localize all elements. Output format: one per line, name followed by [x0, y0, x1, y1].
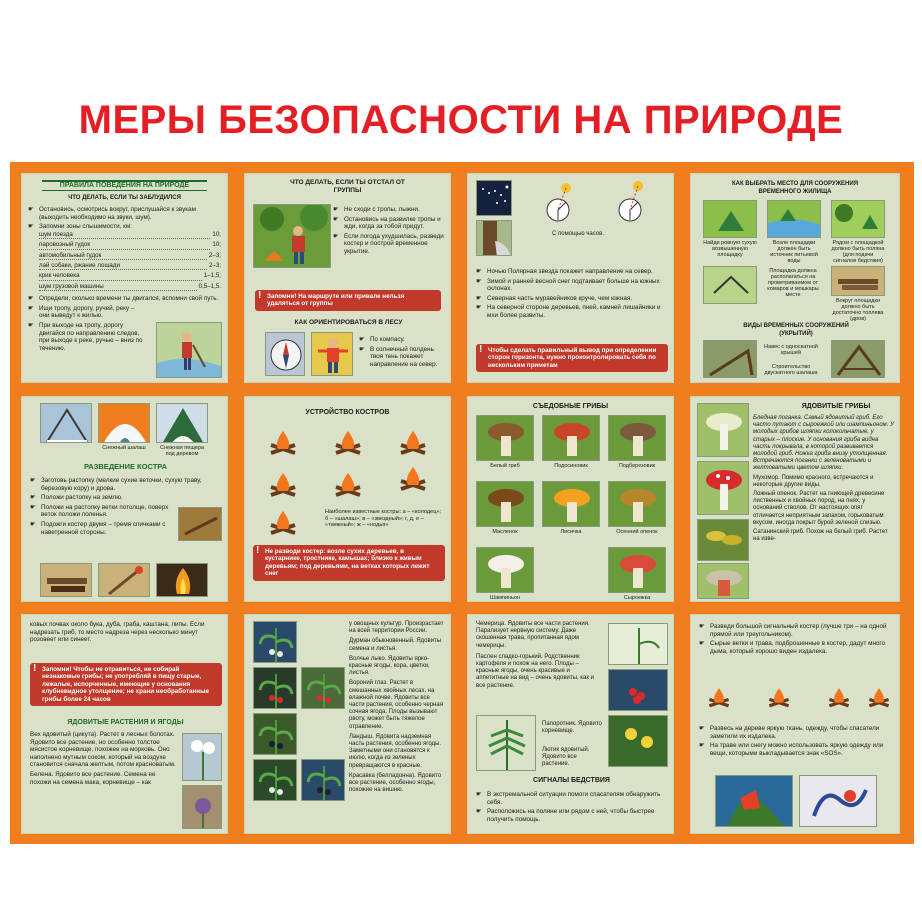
snow-caption: Снежный шалаш	[102, 445, 146, 451]
rule-text: ☛ Сырые ветки и трава, подброшенные в костер, дадут много дыма, который хорошо виден издалека.	[699, 640, 895, 655]
shelter-caption: Рядом с площадкой должно быть поляна (для подачи сигналов бедствия)	[831, 240, 885, 264]
fern-illustration	[476, 715, 536, 771]
panel-poison-plants-3	[467, 614, 674, 834]
plant-text: Паслен сладко-горький. Родственник картофеля и похож на него. Плоды – красные ягоды, очень красивые и аппетитные на вид – очень ядовиты, как и все растение.	[476, 653, 595, 689]
satan-bolete-illustration	[697, 563, 749, 599]
rule-text: ☛ Подожги костер двумя – тремя спичками с наветренной стороны.	[30, 521, 170, 536]
zone-distance: 0,5–1,5.	[198, 282, 221, 290]
zone-name: автомобильный гудок	[39, 252, 207, 260]
hellebore-illustration	[608, 623, 668, 665]
rule-text: ☛ Северная часть муравейников круче, чем южная.	[476, 295, 668, 303]
plant-picture	[301, 667, 345, 709]
sos-illustration	[799, 775, 877, 827]
campfire-icon	[271, 511, 295, 533]
panel-behind-group	[244, 173, 451, 383]
zone-name: крик человека	[39, 272, 202, 280]
warning-box: ! Запомни! Чтобы не отравиться, не собирай незнакомые грибы; не употребляй в пищу старые, лежалые, испорченные, имеющие у основания клубневидное утолщение; не храни необработанные грибы более 24 часов	[30, 663, 222, 706]
mushroom-picture	[608, 547, 666, 593]
rule-text: ☛ Определи, сколько времени ты двигался, вспомни свой путь.	[28, 295, 221, 303]
campfire-icon	[271, 431, 295, 453]
leanto-illustration	[703, 340, 757, 378]
mushroom-picture	[476, 415, 534, 461]
zone-distance: 2–3;	[208, 251, 221, 259]
zone-row	[39, 241, 221, 251]
zone-distance: 10;	[212, 241, 221, 249]
panel-shelter-place	[690, 173, 900, 383]
panel-campfire	[21, 396, 228, 602]
tent-illustration	[703, 200, 757, 238]
firewood-illustration	[831, 266, 885, 296]
panel-title: ЧТО ДЕЛАТЬ, ЕСЛИ ТЫ ОТСТАЛ ОТ ГРУППЫ	[290, 179, 405, 194]
plant-text: ковых почвах около бука, дуба, граба, каштана, липы. Если надрезать гриб, то место надреза через несколько минут розовеет или синеет.	[30, 621, 205, 644]
campfire-icon	[401, 467, 425, 489]
poison-text: Бледная поганка. Самый ядовитый гриб. Его часто путают с сыроежкой или шампиньоном. У молодых грибов шляпки колокольчатые, у старых – плоские. У основания гриба видна часть покрывала, в которой развивается молодой гриб. Ножка гриба внизу утолщенная. Встречаются поганки с зеленоватыми и желтоватыми цветом шляпки.	[753, 415, 894, 472]
zone-row	[39, 262, 221, 272]
zone-name: шум грузовой машины	[39, 283, 197, 291]
panel-title: ЯДОВИТЫЕ РАСТЕНИЯ И ЯГОДЫ	[67, 719, 184, 726]
plant-text: Волчье лыко. Ядовиты ярко-красные ягоды, кора, цветки, листья.	[349, 655, 430, 677]
rule-text: ☛ Развесь на дереве яркую ткань, одежду, чтобы спасатели заметили их издалека.	[699, 725, 895, 740]
plant-text: Чемерица. Ядовиты все части растения. Парализует нервную систему. Даже скошенная трава, пропитанная ядом чемерицы.	[476, 621, 590, 649]
zone-row	[39, 272, 221, 282]
fly-agaric-illustration	[697, 461, 749, 515]
warning-box: ! Запомни! На маршруте или привале нельзя удаляться от группы	[255, 290, 441, 311]
clock-caption: С помощью часов.	[552, 231, 604, 237]
plant-picture	[253, 621, 297, 663]
river-illustration	[767, 200, 821, 238]
mushroom-name: Белый гриб	[490, 463, 520, 469]
poison-text: Сатанинский гриб. Похож на белый гриб. Растет на изве-	[753, 529, 888, 543]
warning-box: ! Не разводи костер: возле сухих деревьев, в кустарнике, тростнике, камышах; близко к живым деревьям; под деревьями, на ветках которых лежит снег	[253, 545, 445, 581]
panel-distress-signals	[690, 614, 900, 834]
matches-illustration	[98, 563, 150, 597]
plant-text: Ландыш. Ядовита надземная часть растения, особенно ягоды. Заметными они становятся к июлю, когда из зеленых превращаются в красные.	[349, 733, 442, 769]
panel-poison-plants	[21, 614, 228, 834]
rule-text: ☛ В солнечный полдень твоя тень покажет направление на север.	[359, 346, 447, 369]
mushroom-picture	[542, 415, 600, 461]
zone-row	[39, 283, 221, 293]
panel-edible-mushrooms	[467, 396, 674, 602]
plant-picture	[253, 713, 297, 755]
mushroom-picture	[608, 415, 666, 461]
clearing-illustration	[831, 200, 885, 238]
mushroom-name: Лисичка	[560, 529, 582, 535]
rule-text: ☛ В экстремальной ситуации помоги спасателям обнаружить себя.	[476, 791, 668, 806]
campfire-icon	[829, 688, 848, 706]
zone-distance: 1–1,5;	[203, 272, 221, 280]
kindling-illustration	[178, 507, 222, 541]
rule-text: ☛ Остановись, осмотрись вокруг, прислушайся к звукам (выходить необходимо на звуки, шум).	[28, 206, 221, 221]
rule-text: ☛ Положи на растопку ветки потолще, поверх веток положи поленья.	[30, 504, 170, 519]
panel-subtitle: ЧТО ДЕЛАТЬ, ЕСЛИ ТЫ ЗАБЛУДИЛСЯ	[68, 195, 181, 201]
mushroom-name: Осенний опенок	[616, 529, 658, 535]
panel-poison-plants-2	[244, 614, 451, 834]
buttercup-illustration	[608, 715, 668, 767]
lost-boy-illustration	[253, 204, 331, 268]
rule-text: ☛ По компасу.	[359, 336, 447, 344]
panel-subtitle: СИГНАЛЫ БЕДСТВИЯ	[533, 777, 610, 784]
fire-types-caption: Наиболее известные костры: а – «колодец»; б – «шалаш»; в – «звездный»; г, д, е – «таежный»; ж – «нодья»	[325, 509, 442, 528]
panel-fire-types	[244, 396, 451, 602]
mushroom-name: Масленок	[492, 529, 518, 535]
rule-text: ☛ Заготовь растопку (мелкие сухие веточки, сухую траву, березовую кору) и дрова.	[30, 477, 222, 492]
plant-picture	[253, 667, 297, 709]
mushroom-picture	[608, 481, 666, 527]
panel-title: КАК ВЫБРАТЬ МЕСТО ДЛЯ СООРУЖЕНИЯ ВРЕМЕННОГО ЖИЛИЩА	[731, 181, 859, 195]
poster-title: МЕРЫ БЕЗОПАСНОСТИ НА ПРИРОДЕ	[78, 98, 844, 142]
poison-text: Мухомор. Помимо красного, встречаются и некоторые другие виды.	[753, 474, 874, 488]
panel-title: СЪЕДОБНЫЕ ГРИБЫ	[532, 403, 609, 410]
panel-subtitle: ВИДЫ ВРЕМЕННЫХ СООРУЖЕНИЙ (УКРЫТИЙ)	[743, 323, 849, 337]
plant-picture	[253, 759, 297, 801]
snow-caption: Снежная пещера под деревом	[160, 445, 204, 457]
plant-text: Белена. Ядовито все растение. Семена ее похожи на семена мака, корневище – как	[30, 770, 156, 786]
zone-name: паровозный гудок	[39, 241, 210, 249]
rule-text: ☛ Разведи большой сигнальный костер (лучше три – на одной прямой или треугольником).	[699, 623, 895, 638]
mushroom-name: Подосиновик	[554, 463, 588, 469]
rule-text: ☛ Если погода ухудшилась, разведи костер и построй временное укрытие.	[333, 233, 445, 256]
shelter-caption: Строительство двускатного шалаша	[764, 364, 818, 376]
panel-title: ЯДОВИТЫЕ ГРИБЫ	[801, 403, 871, 410]
zone-distance: 10;	[212, 230, 221, 238]
shelter-caption: Возле площадки должен быть источник питьевой воды	[770, 240, 818, 264]
campfire-icon	[401, 431, 425, 453]
mosquito-illustration	[703, 266, 757, 304]
mushroom-picture	[542, 481, 600, 527]
rule-text: ☛ На северной стороне деревьев, пней, камней лишайники и мхи более развиты.	[476, 304, 668, 319]
panel-lost-rules	[21, 173, 228, 383]
snow-hut-illustration	[40, 403, 92, 443]
panel-title: РАЗВЕДЕНИЕ КОСТРА	[83, 462, 168, 471]
campfire-icon	[869, 688, 888, 706]
zone-name: шум поезда	[39, 231, 210, 239]
rule-text: ☛ Запомни зоны слышимости, км:	[28, 223, 221, 231]
shelter-caption: Найди ровную сухую возвышенную площадку	[703, 240, 757, 258]
plant-text: Лютик ядовитый. Ядовито все растение.	[542, 747, 590, 767]
rule-text: ☛ На траве или снегу можно использовать яркую одежду или вещи, которыми выкладывается знак «SOS».	[699, 742, 895, 757]
rule-text: ☛ Зимой и ранней весной снег подтаивает больше на южных склонах.	[476, 278, 668, 293]
plant-text: Вороний глаз. Растет в смешанных хвойных лесах, на влажной почве. Ядовиты все части растения, особенно черная сочная ягода. Плоды вызывают рвоту, может быть тяжелое отравление.	[349, 680, 443, 730]
campfire-icon	[336, 473, 360, 495]
rule-text: ☛ Ищи тропу, дорогу, ручей, реку – они выведут к жилью.	[28, 305, 146, 320]
panel-title: ПРАВИЛА ПОВЕДЕНИЯ НА ПРИРОДЕ	[42, 180, 207, 191]
hemlock-illustration	[182, 733, 222, 781]
plant-picture	[301, 759, 345, 801]
panel-subtitle: КАК ОРИЕНТИРОВАТЬСЯ В ЛЕСУ	[294, 319, 403, 326]
plant-text: Красавка (белладонна). Ядовито все растение, особенно ягоды, похожие на вишню.	[349, 772, 442, 794]
campfire-icon	[271, 473, 295, 495]
fire-illustration	[156, 563, 208, 597]
sun-clock-illustration	[518, 180, 668, 238]
logs-illustration	[40, 563, 92, 597]
rule-text: ☛ При выходе на тропу, дорогу двигайся по направлению следов, при выходе к реке, ручью – вниз по течению.	[28, 322, 146, 352]
rule-text: ☛ Ночью Полярная звезда покажет направление на север.	[476, 268, 668, 276]
henbane-illustration	[182, 785, 222, 829]
poster-board	[10, 162, 914, 844]
snow-mound-illustration	[98, 403, 150, 443]
mushroom-name: Сыроежка	[623, 595, 651, 601]
polar-star-illustration	[476, 180, 512, 216]
shelter-caption: Вокруг площадки должно быть достаточно топлива (дров)	[832, 298, 884, 322]
cloth-tree-illustration	[715, 775, 793, 827]
rule-text: ☛ Расположись на поляне или рядом с ней, чтобы быстрее получить помощь.	[476, 808, 668, 823]
zone-distance: 2–3;	[208, 262, 221, 269]
panel-orientation	[467, 173, 674, 383]
campfire-icon	[336, 431, 360, 453]
plant-text: Папоротник. Ядовито корневище.	[542, 721, 602, 734]
plant-text: Дурман обыкновенный. Ядовиты семена и листья.	[349, 638, 442, 652]
tree-stump-illustration	[476, 220, 512, 256]
shelter-caption: Площадка должна располагаться на проветриваемом от комаров и мошкары месте	[767, 268, 819, 298]
poison-text: Ложный опенок. Растет на гниющей древесине лиственных и хвойных пород, на пнях, у оснований стволов. От настоящих опят отличается неприятным запахом, горьковатым вкусом, иногда покрыт бурой зеленой слизью.	[753, 491, 885, 526]
mushroom-picture	[476, 547, 534, 593]
compass-illustration	[265, 332, 305, 376]
campfire-icon	[709, 688, 728, 706]
mushroom-name: Подберезовик	[618, 463, 656, 469]
plant-text: у овощных культур. Произрастает на всей территории России.	[349, 621, 444, 635]
panel-title: УСТРОЙСТВО КОСТРОВ	[305, 409, 390, 416]
mushroom-name: Шампиньон	[490, 595, 520, 601]
nightshade-illustration	[608, 669, 668, 711]
false-honey-illustration	[697, 519, 749, 561]
death-cap-illustration	[697, 403, 749, 457]
rule-text: ☛ Положи растопку на землю.	[30, 494, 222, 502]
hut-illustration	[831, 340, 885, 378]
shadow-illustration	[311, 332, 353, 376]
mushroom-picture	[476, 481, 534, 527]
zone-name: лай собаки, ржание лошади	[39, 262, 207, 270]
shelter-caption: Навес с односкатной крышей	[764, 344, 818, 356]
zone-row	[39, 231, 221, 241]
panel-poison-mushrooms	[690, 396, 900, 602]
zones-list	[28, 231, 221, 293]
rule-text: ☛ Остановись на развилке тропы и жди, когда за тобой придут.	[333, 216, 445, 231]
campfire-icon	[769, 688, 788, 706]
hiker-illustration	[156, 322, 222, 378]
snow-tree-illustration	[156, 403, 208, 443]
warning-box: ! Чтобы сделать правильный вывод при определении сторон горизонта, нужно проконтролировать себя по нескольким приметам	[476, 344, 668, 372]
rule-text: ☛ Не сходи с тропы, лыжни.	[333, 206, 445, 214]
plant-text: Вех ядовитый (цикута). Растет в лесных болотах. Ядовито все растение, но особенно толстое мясистое корневище, похожее на морковь. Оно наполнено мутным соком, который на воздухе становится сначала желтым, потом красноватым.	[30, 731, 176, 769]
zone-row	[39, 252, 221, 262]
signal-fires-illustration	[699, 675, 895, 715]
